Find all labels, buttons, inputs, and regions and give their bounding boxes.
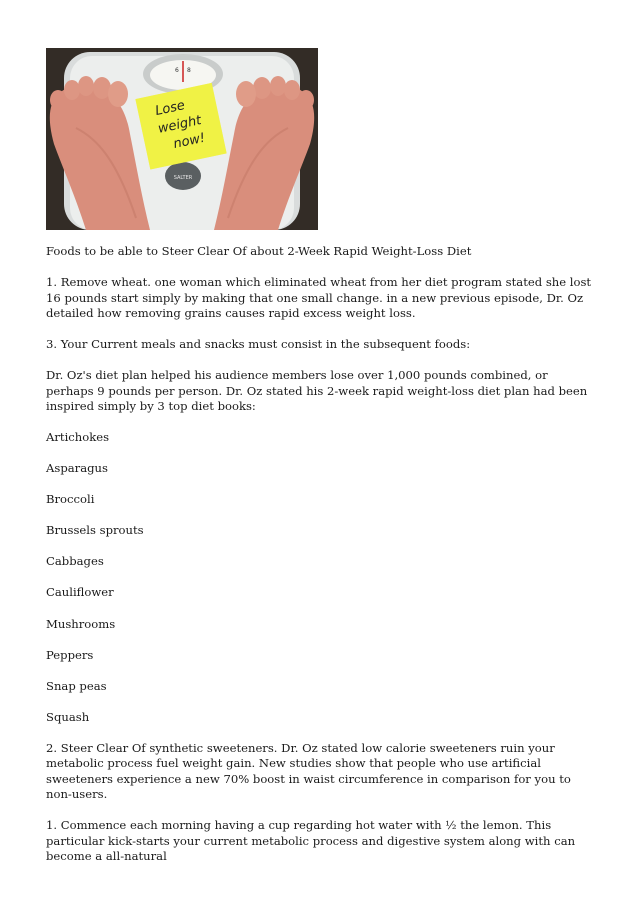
- food-item: Snap peas: [46, 678, 107, 693]
- food-item: Asparagus: [46, 461, 108, 476]
- note-line-1: Lose: [153, 98, 187, 120]
- note-line-3: now!: [172, 130, 207, 152]
- paragraph-sweeteners: 2. Steer Clear Of synthetic sweeteners. Dr. Oz stated low calorie sweeteners ruin your metabolic process fuel weight gain. New studies show that people who use artificial sweeteners experience a new 70% boost in waist circumference in comparison for you to non-users.: [46, 740, 571, 802]
- food-item: Squash: [46, 709, 90, 724]
- food-item: Mushrooms: [46, 616, 116, 631]
- food-list: [46, 430, 594, 725]
- article-heading: Foods to be able to Steer Clear Of about 2-Week Rapid Weight-Loss Diet: [46, 244, 472, 258]
- paragraph-meals-snacks: 3. Your Current meals and snacks must consist in the subsequent foods:: [46, 337, 471, 351]
- scale-feet-photo: [46, 48, 318, 230]
- food-item: Brussels sprouts: [46, 523, 144, 538]
- food-item: Artichokes: [46, 430, 110, 444]
- food-item: Cauliflower: [46, 585, 114, 600]
- food-item: Broccoli: [46, 492, 95, 507]
- svg-text:8: 8: [187, 67, 191, 74]
- paragraph-lemon-water: 1. Commence each morning having a cup regarding hot water with ½ the lemon. This particular kick-starts your current metabolic process and digestive system along with can become a all-natural: [46, 818, 576, 864]
- food-item: Cabbages: [46, 554, 104, 569]
- article-body: [46, 244, 594, 880]
- food-item: Peppers: [46, 647, 94, 662]
- note-line-2: weight: [156, 113, 203, 137]
- svg-text:6: 6: [175, 67, 179, 74]
- scale-brand-label: SALTER: [173, 175, 193, 181]
- paragraph-remove-wheat: 1. Remove wheat. one woman which eliminated wheat from her diet program stated she lost 16 pounds start simply by making that one small change. in a new previous episode, Dr. Oz detailed how removing grains causes rapid excess weight loss.: [46, 275, 592, 320]
- paragraph-diet-plan: Dr. Oz's diet plan helped his audience members lose over 1,000 pounds combined, or perhaps 9 pounds per person. Dr. Oz stated his 2-week rapid weight-loss diet plan had been inspired simply by 3 top diet books:: [46, 368, 588, 413]
